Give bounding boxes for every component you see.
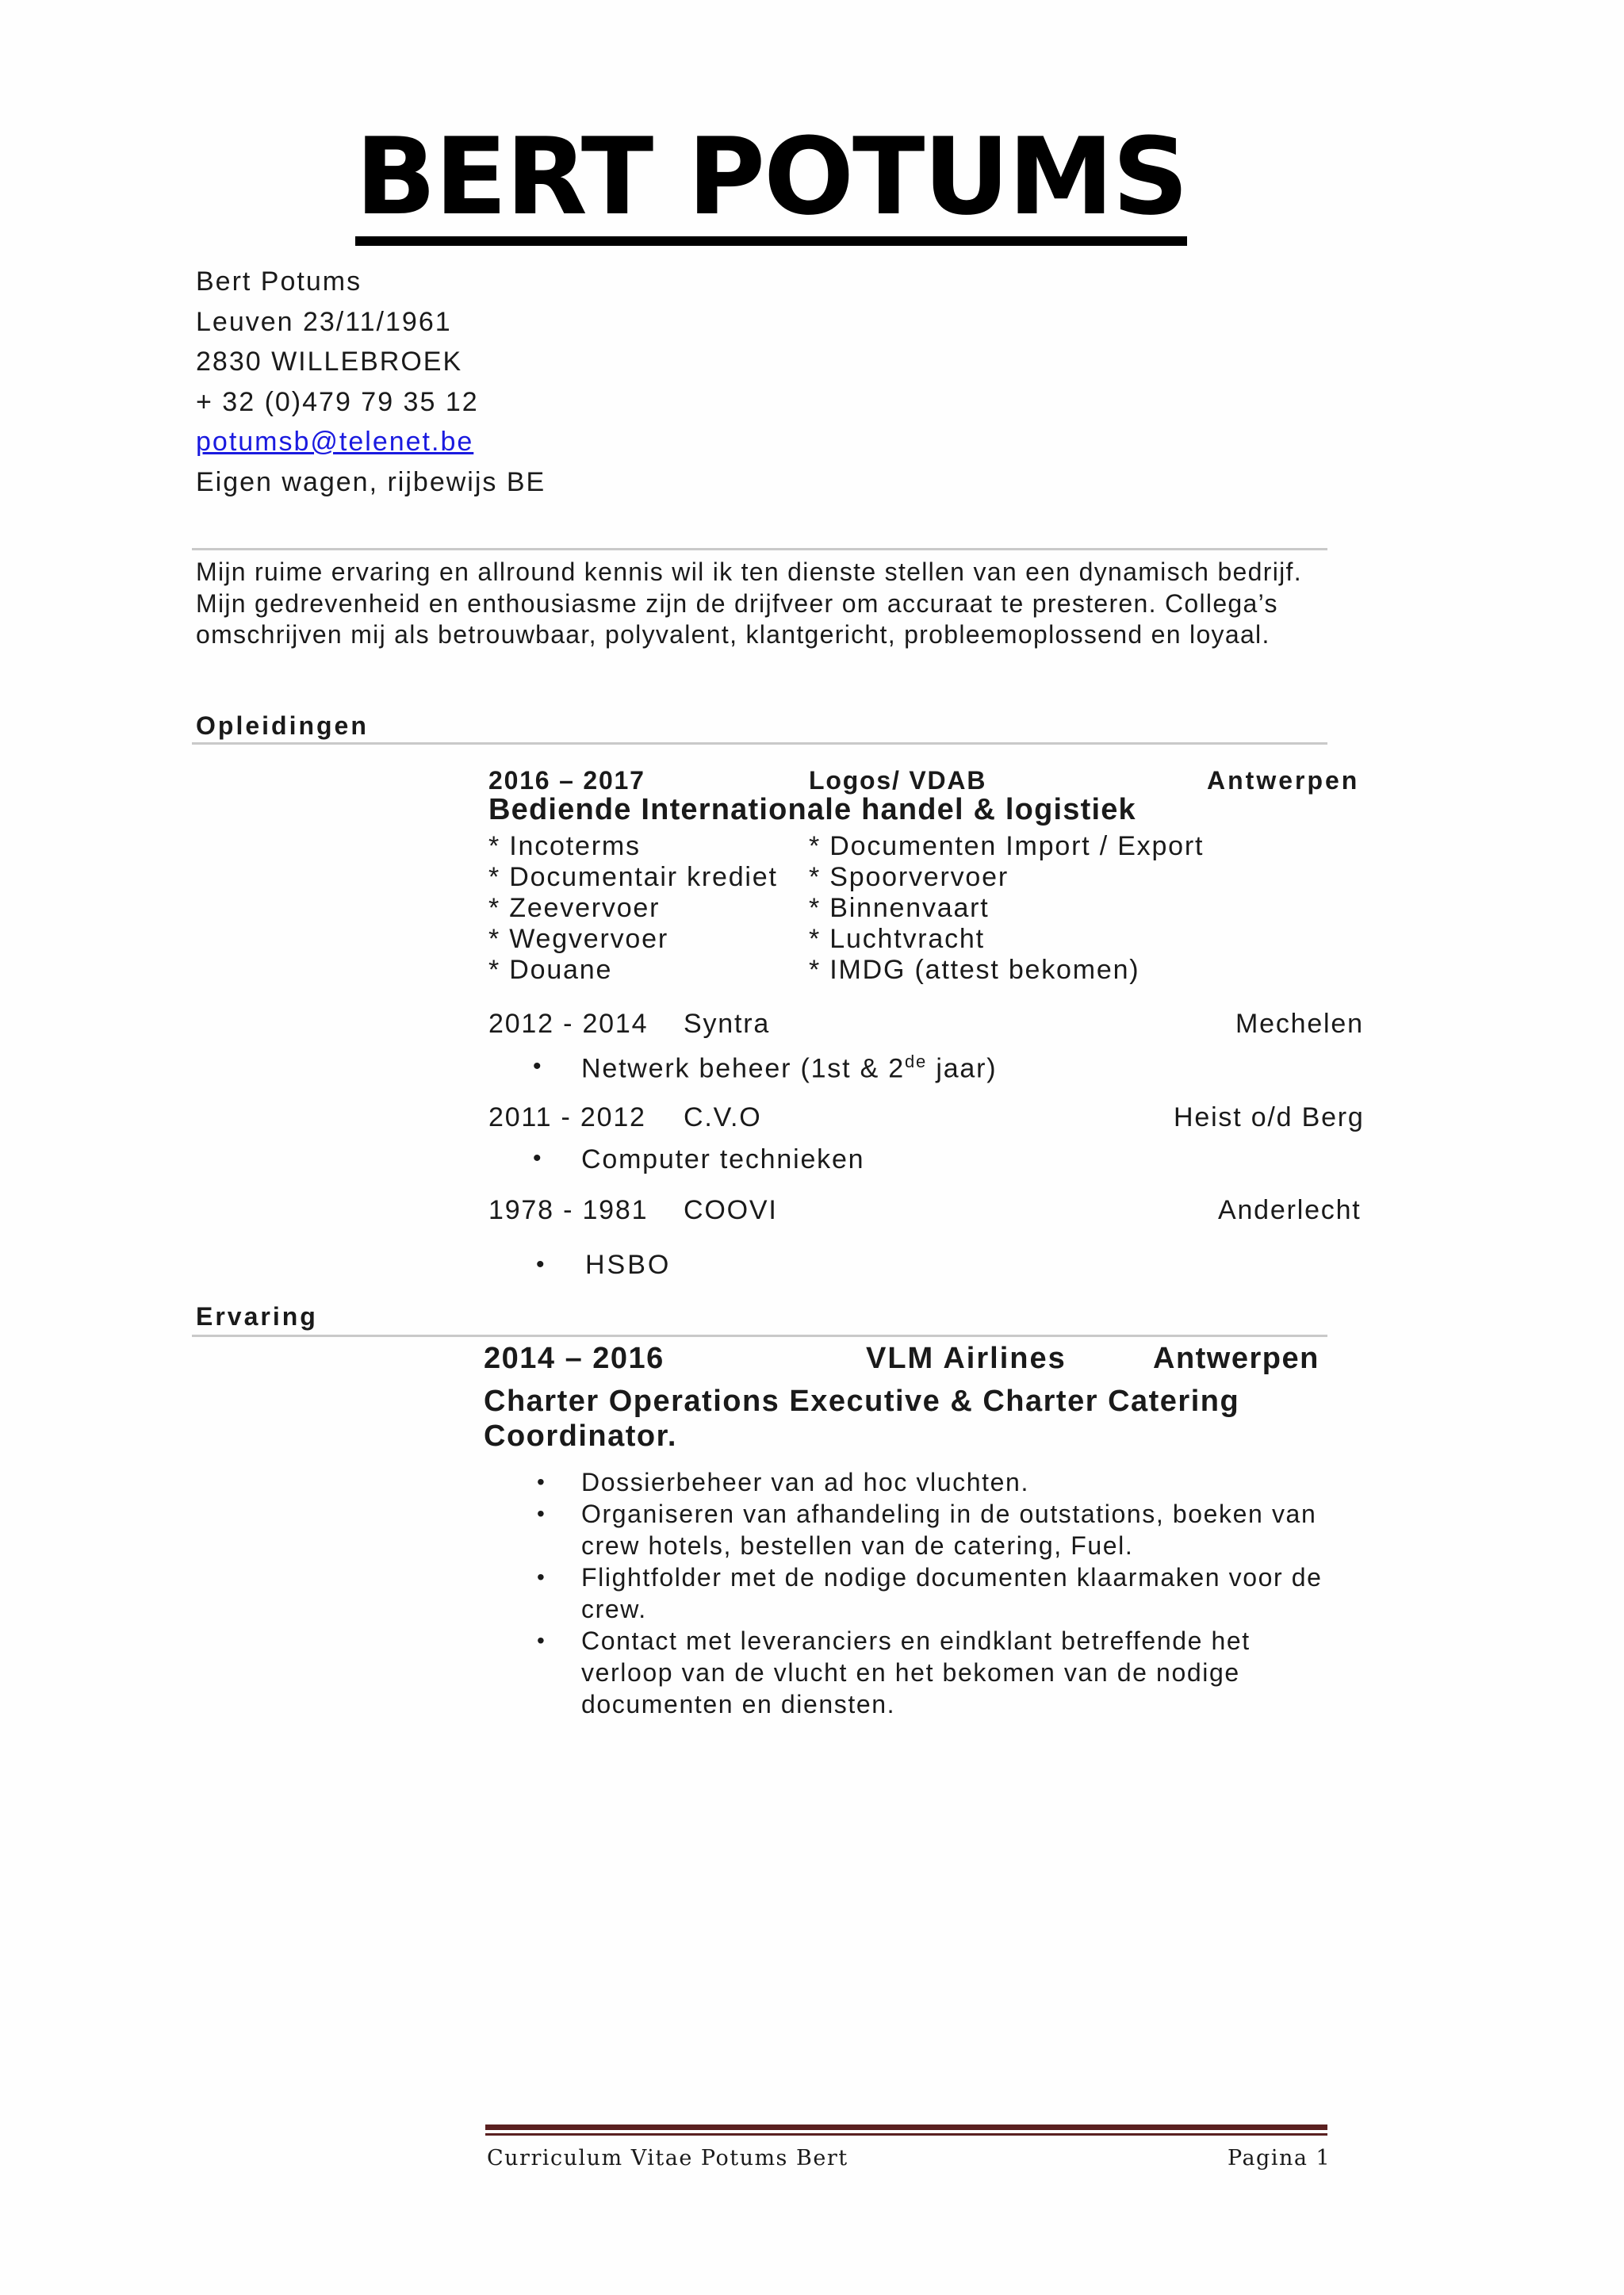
footer-title: Curriculum Vitae Potums Bert [487, 2146, 848, 2170]
bullet-icon: • [537, 1469, 546, 1494]
list-item: • Contact met leveranciers en eindklant betreffende het verloop van de vlucht en het bekomen van de nodige documenten en diensten. [537, 1626, 1251, 1718]
contact-birth: Leuven 23/11/1961 [196, 306, 452, 337]
contact-phone: + 32 (0)479 79 35 12 [196, 386, 479, 417]
contact-email-link[interactable]: potumsb@telenet.be [196, 427, 474, 457]
bullet-icon: • [537, 1565, 546, 1589]
bullet-icon: • [533, 1053, 542, 1079]
experience-heading: Ervaring [196, 1302, 318, 1331]
exp1-location: Antwerpen [1153, 1342, 1320, 1375]
edu3-period: 2011 - 2012 [488, 1102, 646, 1132]
edu2-location: Mechelen [1235, 1009, 1364, 1039]
list-item: * Wegvervoer [488, 924, 668, 954]
edu2-period: 2012 - 2014 [488, 1009, 649, 1039]
list-item: * Zeevervoer [488, 893, 661, 923]
list-item: * Luchtvracht [809, 924, 985, 954]
bullet-icon: • [533, 1145, 542, 1171]
contact-transport: Eigen wagen, rijbewijs BE [196, 466, 546, 497]
profile-text: Mijn ruime ervaring en allround kennis wil ik ten dienste stellen van een dynamisch bedrijf. Mijn gedrevenheid en enthousiasme zijn de drijfveer om accuraat te presteren. Collega’s omschrijven mij als betrouwbaar, polyvalent, klantgericht, probleemoplossend en loyaal. [196, 557, 1302, 649]
page-title: BERT POTUMS [355, 117, 1187, 246]
divider [192, 1335, 1327, 1337]
edu1-left-list [488, 831, 778, 986]
bullet-icon: • [537, 1628, 546, 1653]
edu3-item: Computer technieken [581, 1144, 865, 1174]
bullet-icon: • [537, 1501, 546, 1526]
list-item: • Dossierbeheer van ad hoc vluchten. [537, 1468, 1029, 1496]
edu1-school: Logos/ VDAB [809, 766, 987, 795]
list-item: * Documenten Import / Export [809, 831, 1205, 861]
edu3-school: C.V.O [684, 1102, 762, 1132]
edu1-right-list [809, 831, 1204, 986]
edu4-location: Anderlecht [1218, 1195, 1362, 1225]
list-item: * Documentair krediet [488, 862, 778, 892]
edu2-school: Syntra [684, 1009, 771, 1039]
edu2-item: Netwerk beheer (1st & 2de jaar) [581, 1052, 998, 1084]
education-heading: Opleidingen [196, 711, 369, 740]
exp1-period: 2014 – 2016 [484, 1342, 665, 1375]
list-item: * IMDG (attest bekomen) [809, 955, 1140, 985]
footer-rule [485, 2125, 1327, 2130]
contact-name: Bert Potums [196, 266, 362, 297]
list-item: * Incoterms [488, 831, 641, 861]
list-item: * Douane [488, 955, 613, 985]
list-item: • Organiseren van afhandeling in de outstations, boeken van crew hotels, bestellen van de catering, Fuel. [537, 1500, 1317, 1560]
exp1-company: VLM Airlines [866, 1342, 1067, 1375]
divider [192, 548, 1327, 550]
edu1-location: Antwerpen [1207, 766, 1360, 795]
page-number: Pagina 1 [1228, 2146, 1331, 2170]
exp1-task-list [537, 1466, 1335, 1720]
bullet-icon: • [536, 1251, 545, 1278]
list-item: * Spoorvervoer [809, 862, 1009, 892]
contact-city: 2830 WILLEBROEK [196, 347, 463, 377]
exp1-role: Charter Operations Executive & Charter Catering Coordinator. [484, 1385, 1240, 1453]
footer-rule [485, 2133, 1327, 2136]
contact-block [196, 262, 546, 502]
edu3-location: Heist o/d Berg [1174, 1102, 1365, 1132]
edu4-item: HSBO [585, 1250, 672, 1280]
edu4-school: COOVI [684, 1195, 778, 1225]
divider [192, 742, 1327, 745]
list-item: * Binnenvaart [809, 893, 990, 923]
list-item: • Flightfolder met de nodige documenten klaarmaken voor de crew. [537, 1563, 1323, 1623]
edu1-title: Bediende Internationale handel & logistiek [488, 793, 1136, 826]
edu4-period: 1978 - 1981 [488, 1195, 649, 1225]
edu1-period: 2016 – 2017 [488, 766, 645, 795]
